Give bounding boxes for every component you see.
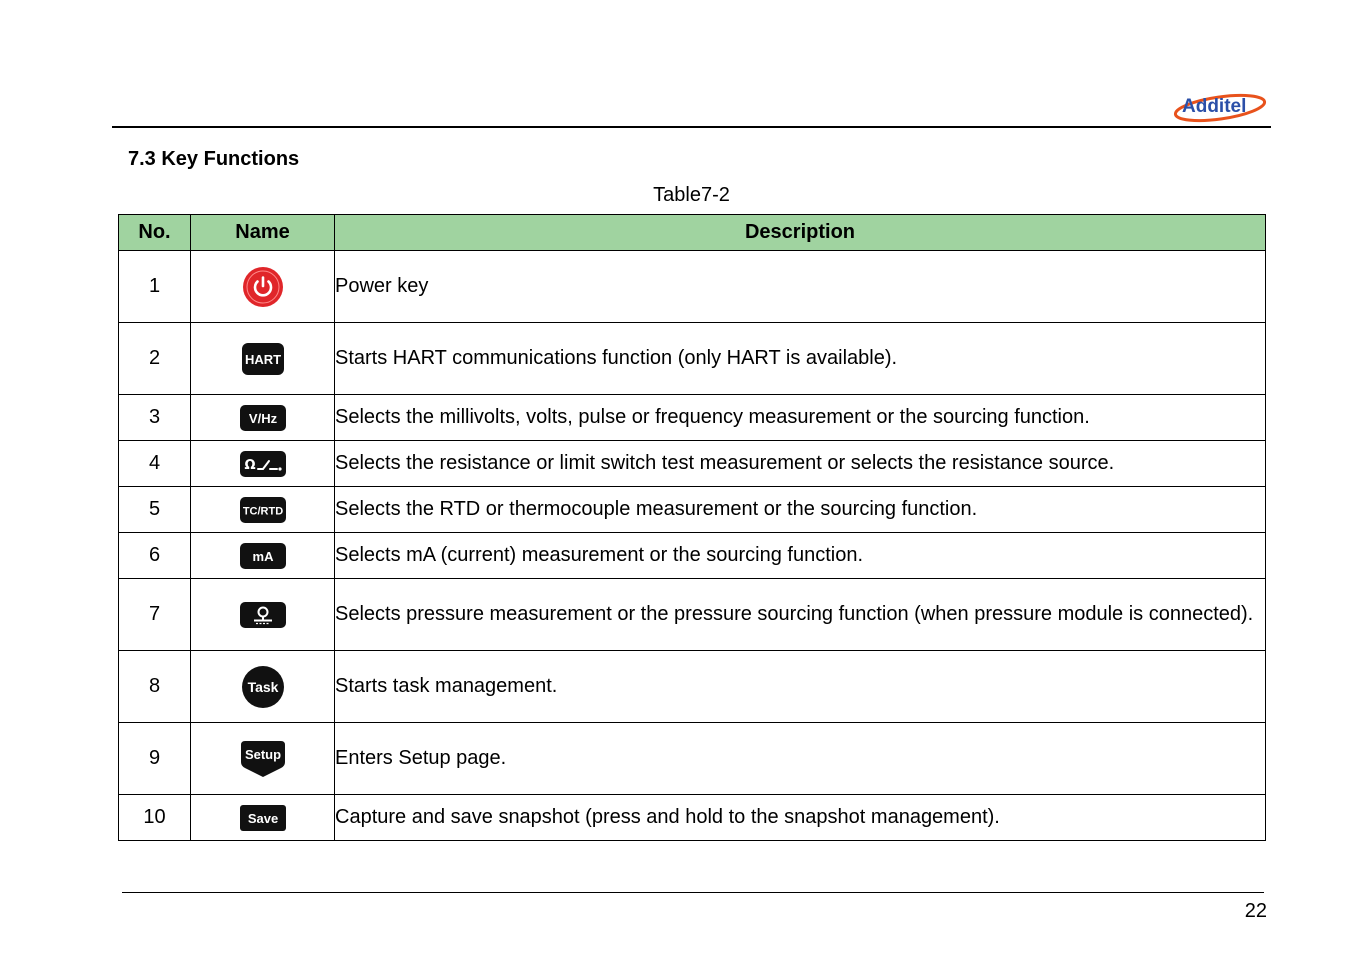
table-header-row [119,215,1266,251]
table-row [119,395,1266,441]
row-description: Selects mA (current) measurement or the sourcing function. [335,533,1266,579]
ma-key-icon [239,542,287,570]
table-row [119,651,1266,723]
row-description: Enters Setup page. [335,723,1266,795]
row-number: 7 [119,579,191,651]
column-header-name: Name [191,215,335,251]
table-row [119,251,1266,323]
row-description: Starts task management. [335,651,1266,723]
power-key-icon [241,266,285,308]
hart-key-label: HART [244,351,281,367]
save-key-icon [239,804,287,832]
table-row [119,795,1266,841]
task-key-label: Task [247,678,278,695]
setup-key-label: Setup [244,746,281,762]
logo-text: Additel [1182,96,1247,117]
row-number: 6 [119,533,191,579]
resistance-switch-key-icon [239,450,287,478]
table-caption: Table7-2 [653,184,730,206]
section-title: 7.3 Key Functions [128,148,300,170]
tc-rtd-key-label: TC/RTD [242,505,283,517]
table-row [119,487,1266,533]
row-description: Capture and save snapshot (press and hold to the snapshot management). [335,795,1266,841]
row-number: 9 [119,723,191,795]
row-number: 2 [119,323,191,395]
column-header-description: Description [335,215,1266,251]
row-description: Power key [335,251,1266,323]
header-rule [112,126,1271,128]
row-number: 3 [119,395,191,441]
row-description: Selects the resistance or limit switch test measurement or selects the resistance source. [335,441,1266,487]
key-functions-table [118,214,1266,841]
additel-logo [1172,88,1270,126]
row-description: Selects pressure measurement or the pressure sourcing function (when pressure module is connected). [335,579,1266,651]
ma-key-label: mA [252,548,273,564]
task-key-icon [241,665,285,709]
footer-rule [122,892,1264,893]
table-row [119,323,1266,395]
setup-key-icon [240,740,286,778]
column-header-no: No. [119,215,191,251]
save-key-label: Save [247,810,278,826]
pressure-key-icon [239,601,287,629]
row-number: 8 [119,651,191,723]
row-number: 5 [119,487,191,533]
voltage-frequency-key-icon [239,404,287,432]
table-row [119,533,1266,579]
table-row [119,441,1266,487]
voltage-frequency-key-label: V/Hz [248,410,277,426]
table-row [119,579,1266,651]
tc-rtd-key-icon [239,496,287,524]
page-number: 22 [1244,900,1267,922]
row-description: Starts HART communications function (only HART is available). [335,323,1266,395]
hart-key-icon [241,342,285,376]
row-description: Selects the millivolts, volts, pulse or frequency measurement or the sourcing function. [335,395,1266,441]
row-description: Selects the RTD or thermocouple measurement or the sourcing function. [335,487,1266,533]
row-number: 1 [119,251,191,323]
resistance-key-label: Ω [243,457,256,473]
row-number: 10 [119,795,191,841]
row-number: 4 [119,441,191,487]
table-row [119,723,1266,795]
